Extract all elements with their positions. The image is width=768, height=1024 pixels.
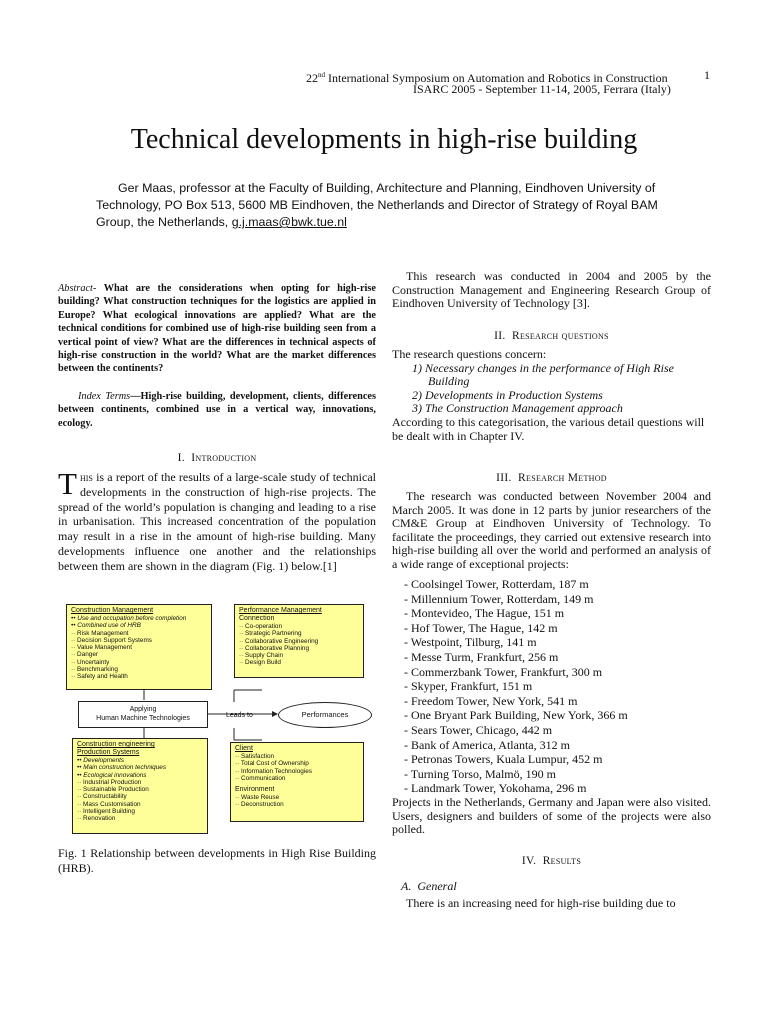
list-item — [392, 362, 711, 389]
drop-cap: T — [58, 466, 77, 501]
applying-label: Applying — [129, 706, 157, 713]
box-item-text: Satisfaction — [241, 753, 275, 760]
box-item-text: Safety and Health — [77, 673, 128, 681]
list-number: 2) — [412, 387, 422, 402]
figure-1-diagram — [66, 604, 376, 834]
box-item-text: Renovation — [83, 815, 116, 823]
section-title: Research questions — [511, 330, 609, 342]
abstract-text: What are the considerations when opting for high-rise building? What construction techniques for the logistics are applied in Europe? What ecological innovations are applied? What are the technical conditions for combined use of high-rise building seen from a vertical point of view? What are the differences in technical aspects of high-rise construction in the world? What are the market differences between the continents? — [58, 283, 376, 375]
list-item: - One Bryant Park Building, New York, 366 m — [404, 708, 628, 723]
box-item-text: Constructability — [83, 793, 127, 801]
box-item: ·· Information Technologies — [235, 767, 312, 775]
author-block — [96, 180, 696, 231]
header-conference: ISARC 2005 - September 11-14, 2005, Ferrara (Italy) — [413, 82, 671, 96]
index-terms-label: Index Terms — [78, 390, 131, 402]
box-item: ·· Danger — [71, 651, 99, 659]
box-item: ·· Intelligent Building — [77, 808, 135, 816]
box-item-text: Deconstruction — [241, 801, 284, 809]
research-method-paragraph: The research was conducted between November 2004 and March 2005. It was done in 12 parts by junior researchers of the CM&E Group at Eindhoven University of Technology. To facilitate the proceedings, they carried out extensive research into high-rise building all over the world and performed an analysis of a wide range of exceptional projects: — [392, 489, 711, 571]
box-item: •• Use and occupation before completion — [71, 615, 187, 622]
section-heading-results — [392, 855, 711, 867]
box-item-text: Mass Customisation — [83, 800, 141, 808]
research-questions-after: According to this categorisation, the various detail questions will be dealt with in Chapter IV. — [392, 414, 705, 443]
list-item: - Sears Tower, Chicago, 442 m — [404, 722, 553, 737]
box-item: ·· Sustainable Production — [77, 786, 149, 794]
box-item: ·· Mass Customisation — [77, 800, 141, 808]
box-client — [230, 742, 364, 822]
box-item-text: Sustainable Production — [83, 786, 149, 794]
box-item-text: Decision Support Systems — [77, 636, 152, 644]
subsection-title: General — [417, 879, 457, 893]
list-number: 3) — [412, 401, 422, 416]
list-item: - Messe Turm, Frankfurt, 256 m — [404, 649, 559, 664]
box-item-text: Strategic Partnering — [245, 630, 302, 638]
list-item — [392, 389, 711, 403]
box-item-text: Uncertainty — [77, 658, 110, 666]
box-item: ·· Value Management — [71, 644, 132, 652]
section-heading-introduction — [58, 452, 376, 464]
list-text: Necessary changes in the performance of High Rise Building — [425, 360, 674, 389]
box-item: •• Main construction techniques — [77, 764, 167, 772]
index-terms-text: —High-rise building, development, clients, differences between continents, combined use in a vertical way, innovations, ecology. — [58, 390, 376, 429]
section-number: II. — [494, 330, 506, 342]
box-item: ·· Risk Management — [71, 629, 129, 637]
index-terms — [58, 390, 376, 430]
box-item: ·· Strategic Partnering — [239, 630, 302, 638]
box-item: ·· Renovation — [77, 815, 116, 823]
page-number: 1 — [704, 68, 710, 82]
abstract-label: Abstract- — [58, 283, 97, 294]
box-item: ·· Waste Reuse — [235, 794, 280, 802]
box-item: ·· Satisfaction — [235, 753, 275, 760]
box-item-text: Waste Reuse — [241, 794, 280, 802]
list-item: - Coolsingel Tower, Rotterdam, 187 m — [404, 577, 589, 591]
paper-title: Technical developments in high-rise building — [130, 124, 638, 155]
list-item: - Turning Torso, Malmö, 190 m — [404, 766, 556, 781]
section-title: Results — [542, 855, 582, 867]
list-text: The Construction Management approach — [425, 401, 623, 416]
box-item: ·· Benchmarking — [71, 666, 118, 674]
list-item: - Millennium Tower, Rotterdam, 149 m — [404, 591, 594, 606]
projects-list — [392, 577, 711, 796]
research-questions-intro: The research questions concern: — [392, 347, 547, 361]
box-item: ·· Industrial Production — [77, 778, 142, 786]
subsection-number: A. — [401, 879, 412, 893]
box-item-text: Intelligent Building — [83, 808, 135, 816]
header-ordinal-suffix: nd — [318, 71, 325, 79]
list-item: - Freedom Tower, New York, 541 m — [404, 693, 578, 708]
box-item: •• Ecological innovations — [77, 771, 147, 779]
section-title: Introduction — [191, 452, 257, 464]
box-item: •• Combined use of HRB — [71, 622, 141, 630]
abstract — [58, 282, 376, 430]
header-symposium: International Symposium on Automation and Robotics in Construction — [325, 71, 668, 85]
human-machine-technologies-label: Human Machine Technologies — [96, 715, 190, 722]
author-email-link[interactable]: g.j.maas@bwk.tue.nl — [231, 215, 347, 229]
list-item — [392, 402, 711, 416]
box-item: ·· Collaborative Engineering — [239, 637, 319, 645]
box-item-text: Collaborative Planning — [245, 644, 309, 652]
box-item: ·· Decision Support Systems — [71, 636, 152, 644]
intro-first-word: his — [79, 470, 93, 484]
intro-text: is a report of the results of a large-scale study of technical developments in the construction of high-rise projects. The spread of the world’s population is changing and leading to a rise in urbanisation. This increased concentration of the population may result in a rise in the amount of high-rise building. Many developments influence one another and the relationships between them are shown in the diagram (Fig. 1) below.[1] — [58, 470, 376, 573]
box-title: Client — [235, 745, 253, 752]
section-number: III. — [496, 472, 512, 484]
box-item: ·· Collaborative Planning — [239, 644, 309, 652]
box-item-text: Risk Management — [77, 629, 129, 637]
list-item: - Westpoint, Tilburg, 141 m — [404, 635, 537, 650]
research-questions-block — [392, 348, 711, 443]
projects-visited-paragraph: Projects in the Netherlands, Germany and Japan were also visited. Users, designers and builders of some of the projects were also polled. — [392, 795, 711, 837]
section-heading-research-questions — [392, 330, 711, 342]
box-title: Performance Management — [239, 607, 322, 614]
box-construction-management — [66, 604, 212, 690]
figure-caption: Fig. 1 Relationship between developments in High Rise Building (HRB). — [58, 846, 376, 875]
box-item: ·· Communication — [235, 774, 286, 782]
box-applying — [78, 701, 208, 728]
box-item: •• Developments — [77, 757, 125, 764]
box-item-text: Main construction techniques — [83, 764, 167, 772]
section-number: IV. — [521, 855, 537, 867]
box-item: ·· Safety and Health — [71, 673, 128, 681]
research-intro-paragraph: This research was conducted in 2004 and 2005 by the Construction Management and Engineering Research Group of Eindhoven University of Technology [3]. — [392, 269, 711, 311]
subsection-heading-general — [401, 880, 457, 894]
abstract-paragraph — [58, 282, 376, 376]
box-title: Construction Management — [71, 607, 154, 614]
box-item-text: Value Management — [77, 644, 132, 652]
author-affiliation: Ger Maas, professor at the Faculty of Building, Architecture and Planning, Eindhoven University of Technology, PO Box 513, 5600 MB Eindhoven, the Netherlands and Director of Strategy of Royal BAM Group, the Netherlands, — [96, 181, 658, 229]
box-subtitle: Environment — [235, 786, 275, 794]
performances-ellipse — [278, 702, 372, 728]
section-title: Research Method — [518, 472, 607, 484]
box-item-text: Ecological innovations — [83, 771, 147, 779]
box-item: ·· Total Cost of Ownership — [235, 760, 309, 768]
box-item: ·· Deconstruction — [235, 801, 284, 809]
box-item: ·· Design Build — [239, 659, 281, 667]
list-item: - Bank of America, Atlanta, 312 m — [404, 737, 570, 752]
box-item-text: Collaborative Engineering — [245, 637, 319, 645]
box-item-text: Co-operation — [245, 623, 282, 630]
box-construction-engineering — [72, 738, 208, 834]
list-item: - Montevideo, The Hague, 151 m — [404, 606, 565, 621]
box-item-text: Design Build — [245, 659, 281, 667]
list-item: - Commerzbank Tower, Frankfurt, 300 m — [404, 664, 603, 679]
box-item-text: Information Technologies — [241, 767, 312, 775]
list-text: Developments in Production Systems — [425, 387, 603, 402]
list-item: - Petronas Towers, Kuala Lumpur, 452 m — [404, 752, 603, 767]
list-item: - Landmark Tower, Yokohama, 296 m — [404, 781, 587, 796]
box-title: Construction engineering — [77, 741, 155, 748]
box-item-text: Benchmarking — [77, 666, 118, 674]
performances-label: Performances — [301, 710, 349, 719]
box-item-text: Industrial Production — [83, 778, 142, 786]
box-item-text: Use and occupation before completion — [77, 615, 187, 622]
box-item-text: Developments — [83, 757, 125, 764]
box-item: ·· Co-operation — [239, 623, 282, 630]
leads-to-label: Leads to — [226, 712, 253, 719]
box-item-text: Danger — [77, 651, 99, 659]
box-subtitle: Production Systems — [77, 749, 140, 756]
list-item: - Hof Tower, The Hague, 142 m — [404, 620, 558, 635]
section-number: I. — [177, 452, 185, 464]
intro-paragraph — [58, 466, 376, 574]
box-item-text: Communication — [241, 774, 286, 782]
box-item-text: Total Cost of Ownership — [240, 760, 309, 768]
box-performance-management — [234, 604, 364, 678]
box-item: ·· Supply Chain — [239, 652, 284, 660]
header-ordinal: 22 — [306, 71, 318, 85]
box-item-text: Combined use of HRB — [77, 622, 141, 630]
box-item-text: Supply Chain — [245, 652, 284, 660]
box-item: ·· Uncertainty — [71, 658, 110, 666]
box-item: ·· Constructability — [77, 793, 127, 801]
results-paragraph: There is an increasing need for high-rise building due to — [406, 896, 676, 910]
section-heading-research-method — [392, 472, 711, 484]
projects-list-block — [392, 577, 711, 796]
research-questions-list — [392, 362, 711, 416]
list-number: 1) — [412, 360, 422, 375]
box-subtitle: Connection — [239, 615, 275, 622]
list-item: - Skyper, Frankfurt, 151 m — [404, 679, 533, 694]
